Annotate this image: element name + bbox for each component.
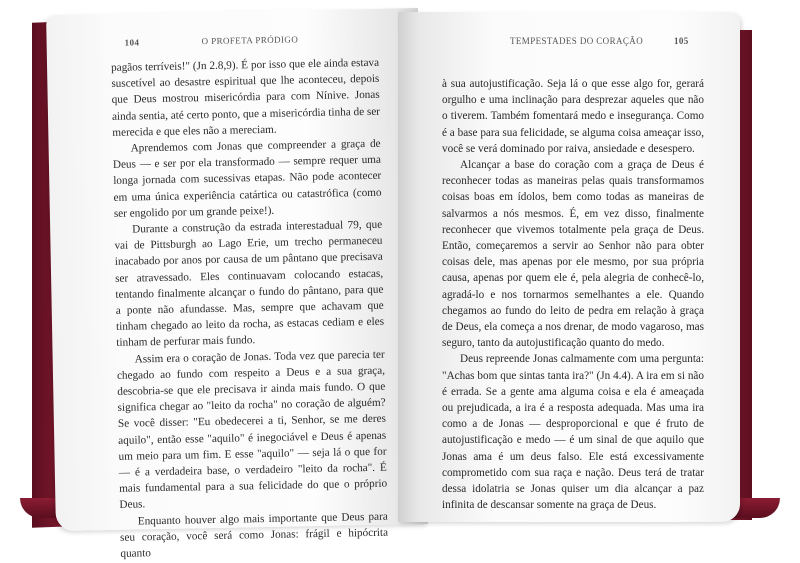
left-paragraph: Enquanto houver algo mais importante que Deus para seu coração, você será como Jonas: frágil e hipócrita quanto	[119, 510, 389, 560]
left-paragraph: Aprendemos com Jonas que compreender a graça de Deus — e ser por ela transformado — sempre requer uma longa jornada com sucessivas etapas. Não pode acontecer em uma única experiência catártica ou catastrófica (como ser engolido por um grande peixe!).	[112, 137, 382, 220]
left-page-number: 104	[124, 37, 140, 48]
right-paragraph: Alcançar a base do coração com a graça de Deus é reconhecer todas as maneiras pelas quais transformamos coisas boas em ídolos, bem como todas as maneiras de salvarmos a nós mesmos. É, em vez disso, finalmente reconhecer que vivemos totalmente pela graça de Deus. Então, começaremos a servir ao Senhor não para obter coisas dele, mas apenas por ele mesmo, por sua própria causa, apenas por quem ele é, pela alegria de conhecê-lo, agradá-lo e nos tornarmos semelhantes a ele. Quando chegamos ao fundo do leito de pedra em relação à graça de Deus, ela começa a nos drenar, de modo vagaroso, mas seguro, tanto da autojustificação quanto do medo.	[442, 159, 704, 350]
left-paragraph: Assim era o coração de Jonas. Toda vez que parecia ter chegado ao fundo com respeito a Deus e a sua graça, descobria-se que ele precisava ir ainda mais fundo. O que significa chegar ao "leito da rocha" no coração de alguém? Se você disser: "Eu obedecerei a ti, Senhor, se me deres aquilo", então esse "aquilo" é inegociável e Deus é apenas um meio para um fim. E esse "aquilo" — seja lá o que for — é a verdadeira base, o verdadeiro "leito da rocha". É mais fundamental para a sua felicidade do que o próprio Deus.	[116, 348, 388, 512]
right-page	[398, 12, 740, 522]
left-page-body	[111, 55, 389, 562]
left-running-head: O PROFETA PRÓDIGO	[201, 34, 299, 47]
right-page-body	[442, 76, 704, 513]
left-page	[46, 8, 428, 560]
right-paragraph: à sua autojustificação. Seja lá o que esse algo for, gerará orgulho e uma inclinação para desprezar aqueles que não o tiverem. Também fomentará medo e insegurança. Como é a base para sua felicidade, se alguma coisa ameaçar isso, você se verá dominado por raiva, ansiedade e desespero.	[442, 78, 704, 155]
left-paragraph: pagãos terríveis!" (Jn 2.8,9). É por isso que ele ainda estava suscetível ao desastre espiritual que lhe aconteceu, depois que Deus mostrou misericórdia para com Nínive. Jonas ainda sentia, até certo ponto, que a misericórdia tinha de ser merecida e que eles não a mereciam.	[110, 56, 381, 139]
right-running-head: TEMPESTADES DO CORAÇÃO	[510, 36, 644, 46]
right-paragraph: Deus repreende Jonas calmamente com uma pergunta: "Achas bom que sintas tanta ira?" (Jn 4.4). A ira em si não é errada. Se a gente ama alguma coisa e ela é ameaçada ou prejudicada, a ira é a resposta adequada. Mas uma ira como a de Jonas — desproporcional e que é fruto de autojustificação e medo — é um sinal de que aquilo que Jonas ama é um deus falso. Ele está excessivamente comprometido com sua raça e nação. Deus terá de tratar dessa idolatria se Jonas quiser um dia alcançar a paz infinita de descansar somente na graça de Deus.	[442, 353, 704, 512]
left-paragraph: Durante a construção da estrada interestadual 79, que vai de Pittsburgh ao Lago Erie, um trecho permaneceu inacabado por anos por causa de um pântano que precisava ser atravessado. Eles continuavam colocando estacas, tentando finalmente alcançar o fundo do pântano, para que a ponte não afundasse. Mas, sempre que achavam que tinham chegado ao leito da rocha, as estacas cediam e eles tinham de perfurar mais fundo.	[114, 218, 385, 350]
right-page-number: 105	[674, 36, 689, 46]
